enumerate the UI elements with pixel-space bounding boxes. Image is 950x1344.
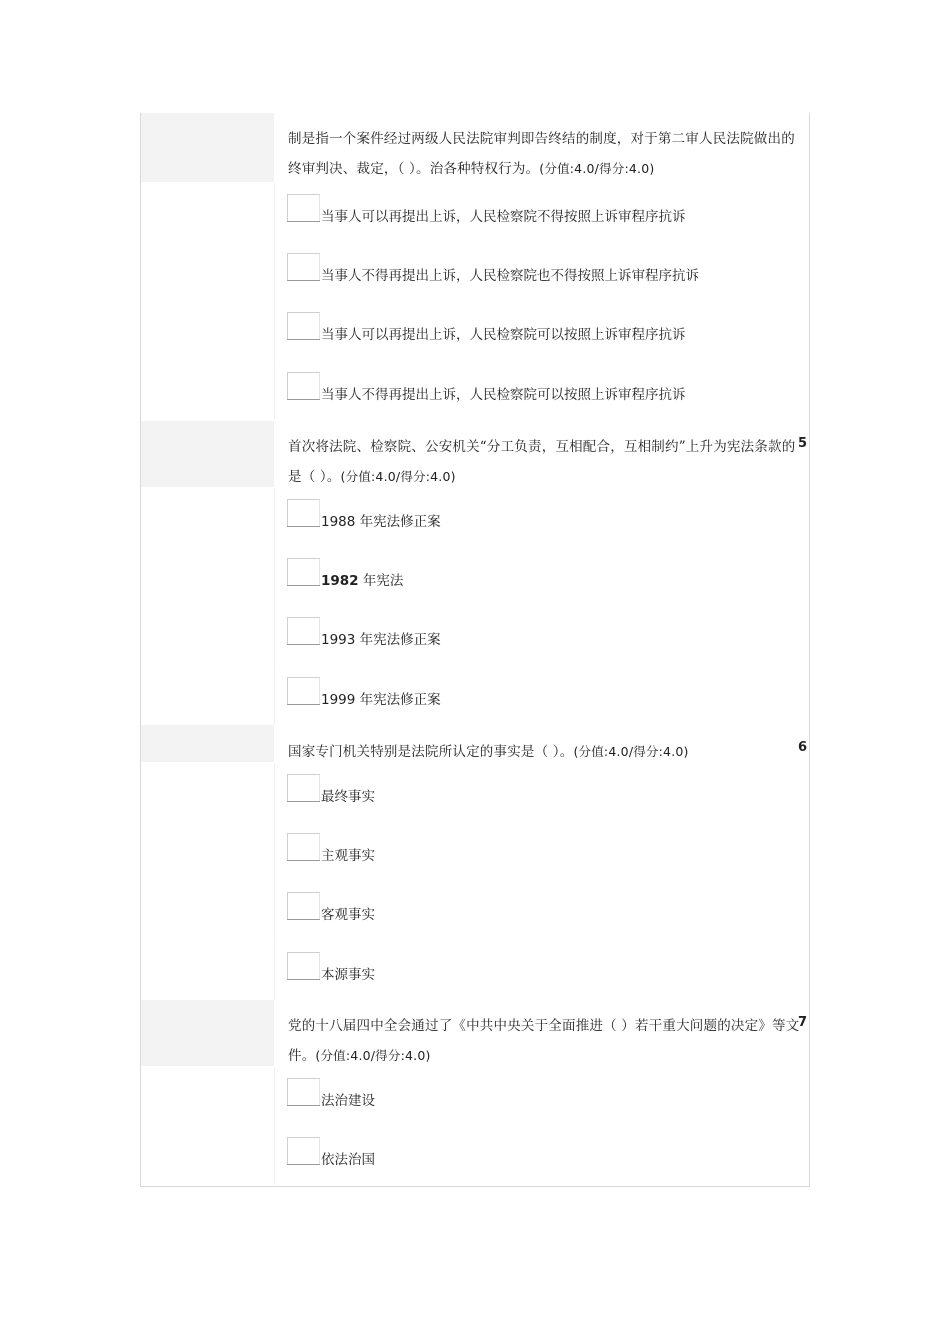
option-text: 当事人可以再提出上诉，人民检察院不得按照上诉审程序抗诉 xyxy=(321,209,686,225)
option-spacer xyxy=(141,763,275,822)
option-year: 1988 xyxy=(321,514,356,530)
question-header xyxy=(141,725,809,762)
answer-option[interactable] xyxy=(141,361,809,420)
option-spacer xyxy=(141,666,275,725)
option-year: 1993 xyxy=(321,632,356,649)
option-label xyxy=(321,205,686,225)
option-radio[interactable] xyxy=(287,952,320,979)
option-text: 法治建设 xyxy=(321,1093,375,1109)
option-label xyxy=(321,1089,375,1109)
answer-option[interactable] xyxy=(141,242,809,301)
question-number: 7 xyxy=(797,1015,807,1030)
option-text: 主观事实 xyxy=(321,848,375,865)
option-radio[interactable] xyxy=(287,499,320,526)
option-text: 年宪法 xyxy=(358,573,404,590)
question-stem: 首次将法院、检察院、公安机关“分工负责，互相配合，互相制约”上升为宪法条款的是（ ）。 xyxy=(288,439,796,485)
question-score: (分值:4.0/得分:4.0) xyxy=(315,1048,431,1063)
option-spacer xyxy=(141,822,275,881)
question-stem: 制是指一个案件经过两级人民法院审判即告终结的制度，对于第二审人民法院做出的终审判决、裁定，（ ）。治各种特权行为。 xyxy=(288,131,795,177)
option-radio[interactable] xyxy=(287,677,320,704)
option-spacer xyxy=(141,242,275,301)
option-label xyxy=(321,569,403,589)
option-radio[interactable] xyxy=(287,253,320,280)
question-text xyxy=(288,125,808,184)
option-spacer xyxy=(141,881,275,940)
answer-option[interactable] xyxy=(141,547,809,606)
option-spacer xyxy=(141,606,275,665)
option-text: 年宪法修正案 xyxy=(355,632,441,649)
option-label xyxy=(321,785,375,805)
option-radio[interactable] xyxy=(287,833,320,860)
option-radio[interactable] xyxy=(287,1137,320,1164)
option-text: 最终事实 xyxy=(321,789,375,805)
option-spacer xyxy=(141,547,275,606)
answer-option[interactable] xyxy=(141,666,809,725)
question-header xyxy=(141,1000,809,1066)
answer-option[interactable] xyxy=(141,1067,809,1126)
option-label xyxy=(321,688,441,708)
option-text: 依法治国 xyxy=(321,1152,375,1169)
question-number-cell xyxy=(141,113,274,182)
answer-option[interactable] xyxy=(141,488,809,547)
question-number-cell xyxy=(141,1000,274,1066)
option-spacer xyxy=(141,183,275,242)
option-label xyxy=(321,963,375,983)
option-radio[interactable] xyxy=(287,1078,320,1105)
answer-option[interactable] xyxy=(141,941,809,1000)
quiz-frame xyxy=(140,113,810,1187)
option-text: 当事人不得再提出上诉，人民检察院也不得按照上诉审程序抗诉 xyxy=(321,268,699,285)
question-number: 5 xyxy=(797,436,807,451)
answer-option[interactable] xyxy=(141,763,809,822)
option-radio[interactable] xyxy=(287,617,320,644)
question-stem: 国家专门机关特别是法院所认定的事实是（ ）。 xyxy=(288,744,574,760)
option-radio[interactable] xyxy=(287,312,320,339)
option-text: 当事人可以再提出上诉，人民检察院可以按照上诉审程序抗诉 xyxy=(321,327,686,344)
option-radio[interactable] xyxy=(287,372,320,399)
option-spacer xyxy=(141,361,275,420)
answer-option[interactable] xyxy=(141,301,809,360)
question-stem: 党的十八届四中全会通过了《中共中央关于全面推进（ ）若干重大问题的决定》等文件。 xyxy=(288,1018,800,1064)
option-label xyxy=(321,383,686,403)
option-label xyxy=(321,264,699,284)
option-label xyxy=(321,628,441,648)
answer-option[interactable] xyxy=(141,881,809,940)
option-label xyxy=(321,903,375,923)
option-text: 年宪法修正案 xyxy=(355,514,441,530)
option-spacer xyxy=(141,1067,275,1126)
option-spacer xyxy=(141,301,275,360)
option-spacer xyxy=(141,1126,275,1185)
option-text: 年宪法修正案 xyxy=(355,691,441,708)
option-text: 本源事实 xyxy=(321,966,375,983)
option-label xyxy=(321,1148,375,1168)
question-score: (分值:4.0/得分:4.0) xyxy=(573,744,689,759)
option-label xyxy=(321,323,686,343)
option-spacer xyxy=(141,941,275,1000)
option-radio[interactable] xyxy=(287,558,320,585)
option-radio[interactable] xyxy=(287,194,320,221)
option-radio[interactable] xyxy=(287,774,320,801)
option-radio[interactable] xyxy=(287,892,320,919)
option-label xyxy=(321,844,375,864)
option-year: 1999 xyxy=(321,691,356,708)
question-number-cell xyxy=(141,725,274,762)
answer-option[interactable] xyxy=(141,1126,809,1185)
option-text: 客观事实 xyxy=(321,907,375,924)
option-spacer xyxy=(141,488,275,547)
question-number: 6 xyxy=(797,740,807,755)
question-text xyxy=(288,1012,808,1071)
option-text: 当事人不得再提出上诉，人民检察院可以按照上诉审程序抗诉 xyxy=(321,386,686,403)
option-year: 1982 xyxy=(321,573,359,590)
question-header xyxy=(141,113,809,182)
answer-option[interactable] xyxy=(141,822,809,881)
answer-option[interactable] xyxy=(141,606,809,665)
question-header xyxy=(141,421,809,487)
question-score: (分值:4.0/得分:4.0) xyxy=(539,161,655,176)
question-number-cell xyxy=(141,421,274,487)
option-label xyxy=(321,510,441,530)
question-score: (分值:4.0/得分:4.0) xyxy=(340,469,456,484)
answer-option[interactable] xyxy=(141,183,809,242)
question-text xyxy=(288,433,808,492)
